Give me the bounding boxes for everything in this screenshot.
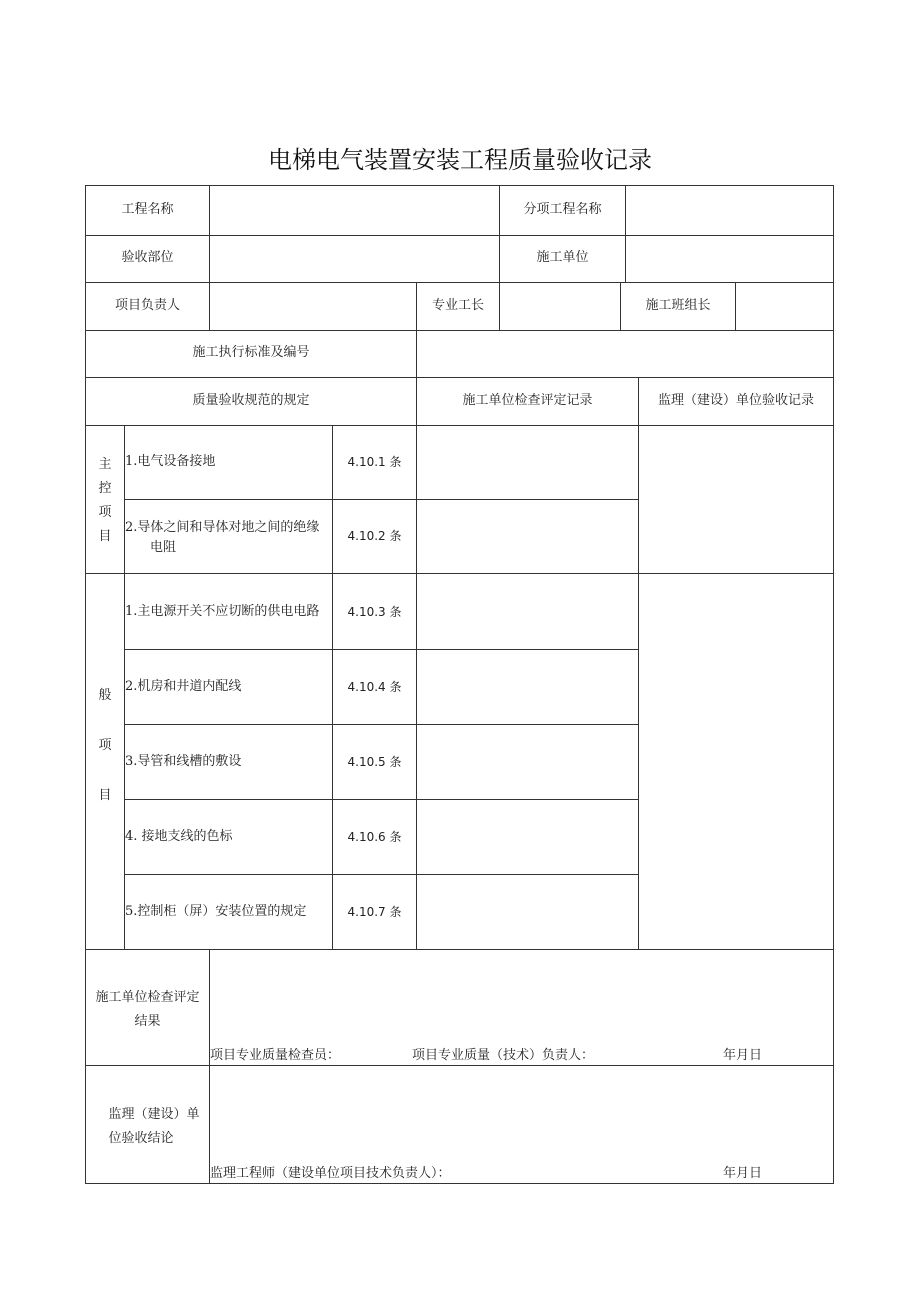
main-item-2-clause: 4.10.2 条 <box>347 529 402 543</box>
group-char: 项 <box>98 738 112 753</box>
supervision-result-label: 监理（建设）单 <box>108 1107 200 1122</box>
quality-inspector-label: 项目专业质量检查员： <box>210 1048 341 1063</box>
project-name-field[interactable] <box>210 186 499 235</box>
team-leader-field[interactable] <box>736 283 833 330</box>
acceptance-part-label: 验收部位 <box>121 250 174 265</box>
standard-label: 施工执行标准及编号 <box>192 345 310 360</box>
supervision-date-label: 年月日 <box>723 1166 763 1181</box>
supervision-result-field[interactable] <box>210 1066 833 1158</box>
foreman-label: 专业工长 <box>431 298 484 313</box>
construction-date-label: 年月日 <box>723 1048 763 1063</box>
general-item-3-record[interactable] <box>417 725 638 799</box>
main-item-2-record[interactable] <box>417 500 638 573</box>
group-char: 般 <box>98 688 112 703</box>
sub-project-field[interactable] <box>626 186 833 235</box>
page-title: 电梯电气装置安装工程质量验收记录 <box>268 146 652 174</box>
general-supervision-record[interactable] <box>639 574 833 949</box>
sub-project-label: 分项工程名称 <box>523 202 602 217</box>
construction-record-header: 施工单位检查评定记录 <box>462 393 593 408</box>
general-item-4-record[interactable] <box>417 800 638 874</box>
group-char: 项 <box>98 505 112 520</box>
construction-result-label-cont: 结果 <box>134 1014 161 1029</box>
general-item-4-clause: 4.10.6 条 <box>347 830 402 844</box>
foreman-field[interactable] <box>500 283 620 330</box>
general-item-2-text: 2.机房和井道内配线 <box>125 679 242 694</box>
general-item-5-clause: 4.10.7 条 <box>347 905 402 919</box>
general-item-2-record[interactable] <box>417 650 638 724</box>
group-char: 目 <box>98 788 112 803</box>
main-item-1-clause: 4.10.1 条 <box>347 455 402 469</box>
supervision-record-header: 监理（建设）单位验收记录 <box>657 393 814 408</box>
construction-unit-field[interactable] <box>626 236 833 282</box>
group-char: 目 <box>98 529 112 544</box>
standard-field[interactable] <box>417 331 833 377</box>
group-char: 控 <box>98 481 112 496</box>
main-control-supervision-record[interactable] <box>639 426 833 573</box>
general-item-1-record[interactable] <box>417 574 638 649</box>
spec-column-header: 质量验收规范的规定 <box>192 393 310 408</box>
general-item-5-record[interactable] <box>417 875 638 949</box>
general-item-1-clause: 4.10.3 条 <box>347 605 402 619</box>
general-item-3-clause: 4.10.5 条 <box>347 755 402 769</box>
supervising-engineer-label: 监理工程师（建设单位项目技术负责人）： <box>210 1166 451 1181</box>
project-leader-label: 项目负责人 <box>114 298 180 313</box>
main-item-2-text: 2.导体之间和导体对地之间的绝缘 <box>125 520 320 535</box>
technical-leader-label: 项目专业质量（技术）负责人： <box>412 1048 595 1063</box>
project-leader-field[interactable] <box>210 283 416 330</box>
project-name-label: 工程名称 <box>121 202 174 217</box>
construction-unit-label: 施工单位 <box>536 250 589 265</box>
main-item-1-record[interactable] <box>417 426 638 499</box>
supervision-result-label-cont: 位验收结论 <box>108 1131 174 1146</box>
group-char: 主 <box>98 457 112 472</box>
construction-result-field[interactable] <box>210 950 833 1040</box>
general-item-4-text: 4. 接地支线的色标 <box>125 829 233 844</box>
acceptance-part-field[interactable] <box>210 236 499 282</box>
construction-result-label: 施工单位检查评定 <box>95 990 200 1005</box>
team-leader-label: 施工班组长 <box>645 298 711 313</box>
main-item-2-text-cont: 电阻 <box>150 540 177 555</box>
general-item-5-text: 5.控制柜（屏）安装位置的规定 <box>125 904 307 919</box>
general-item-3-text: 3.导管和线槽的敷设 <box>125 754 242 769</box>
general-item-1-text: 1.主电源开关不应切断的供电电路 <box>125 604 320 619</box>
general-item-2-clause: 4.10.4 条 <box>347 680 402 694</box>
main-item-1-text: 1.电气设备接地 <box>125 454 216 469</box>
